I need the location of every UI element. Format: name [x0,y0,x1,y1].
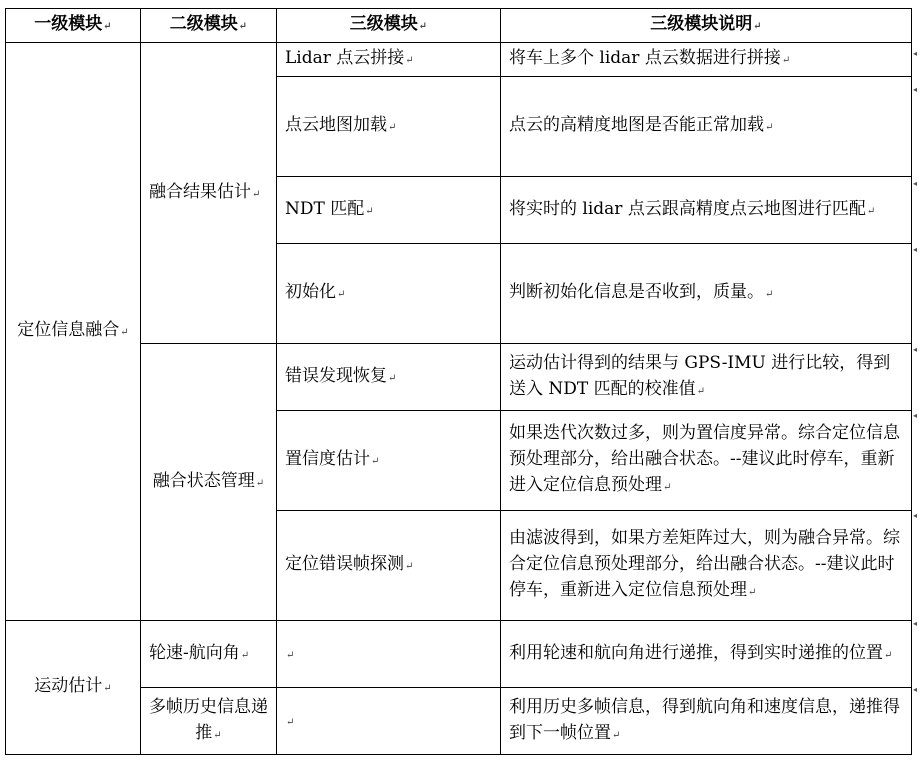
revision-marks: ◂ ◂ ◂ ◂ ◂ ◂ ◂ ◂ ◂ [913,49,918,694]
level2-cell: 融合结果估计↵ [141,43,277,344]
description-cell: 将实时的 lidar 点云跟高精度点云地图进行匹配↵ [501,177,912,244]
level3-cell: ↵ [277,688,501,755]
level3-cell: NDT 匹配↵ [277,177,501,244]
header-level1: 一级模块↵ [6,9,141,43]
table-row [6,43,912,77]
level2-cell: 轮速-航向角↵ [141,621,277,688]
description-cell: 将车上多个 lidar 点云数据进行拼接↵ [501,43,912,77]
level2-cell: 融合状态管理↵ [141,344,277,621]
level3-cell: 点云地图加载↵ [277,77,501,177]
description-cell: 运动估计得到的结果与 GPS-IMU 进行比较，得到送入 NDT 匹配的校准值↵ [501,344,912,411]
description-cell: 利用历史多帧信息，得到航向角和速度信息，递推得到下一帧位置↵ [501,688,912,755]
description-cell: 点云的高精度地图是否能正常加载↵ [501,77,912,177]
level3-cell: Lidar 点云拼接↵ [277,43,501,77]
level3-cell: ↵ [277,621,501,688]
level1-cell: 运动估计↵ [6,621,141,755]
header-level3: 三级模块↵ [277,9,501,43]
header-level2: 二级模块↵ [141,9,277,43]
level3-cell: 错误发现恢复↵ [277,344,501,411]
header-row [6,9,912,43]
level2-cell: 多帧历史信息递推↵ [141,688,277,755]
level3-cell: 置信度估计↵ [277,411,501,511]
description-cell: 利用轮速和航向角进行递推，得到实时递推的位置↵ [501,621,912,688]
description-cell: 如果迭代次数过多，则为置信度异常。综合定位信息预处理部分，给出融合状态。--建议此时停车，重新进入定位信息预处理↵ [501,411,912,511]
level3-cell: 初始化↵ [277,244,501,344]
header-description: 三级模块说明↵ [501,9,912,43]
table-row [6,621,912,688]
table-row [6,688,912,755]
level1-cell: 定位信息融合↵ [6,43,141,621]
level3-cell: 定位错误帧探测↵ [277,511,501,621]
description-cell: 判断初始化信息是否收到，质量。↵ [501,244,912,344]
module-table [5,8,912,755]
table-row [6,344,912,411]
description-cell: 由滤波得到，如果方差矩阵过大，则为融合异常。综合定位信息预处理部分，给出融合状态。--建议此时停车，重新进入定位信息预处理↵ [501,511,912,621]
